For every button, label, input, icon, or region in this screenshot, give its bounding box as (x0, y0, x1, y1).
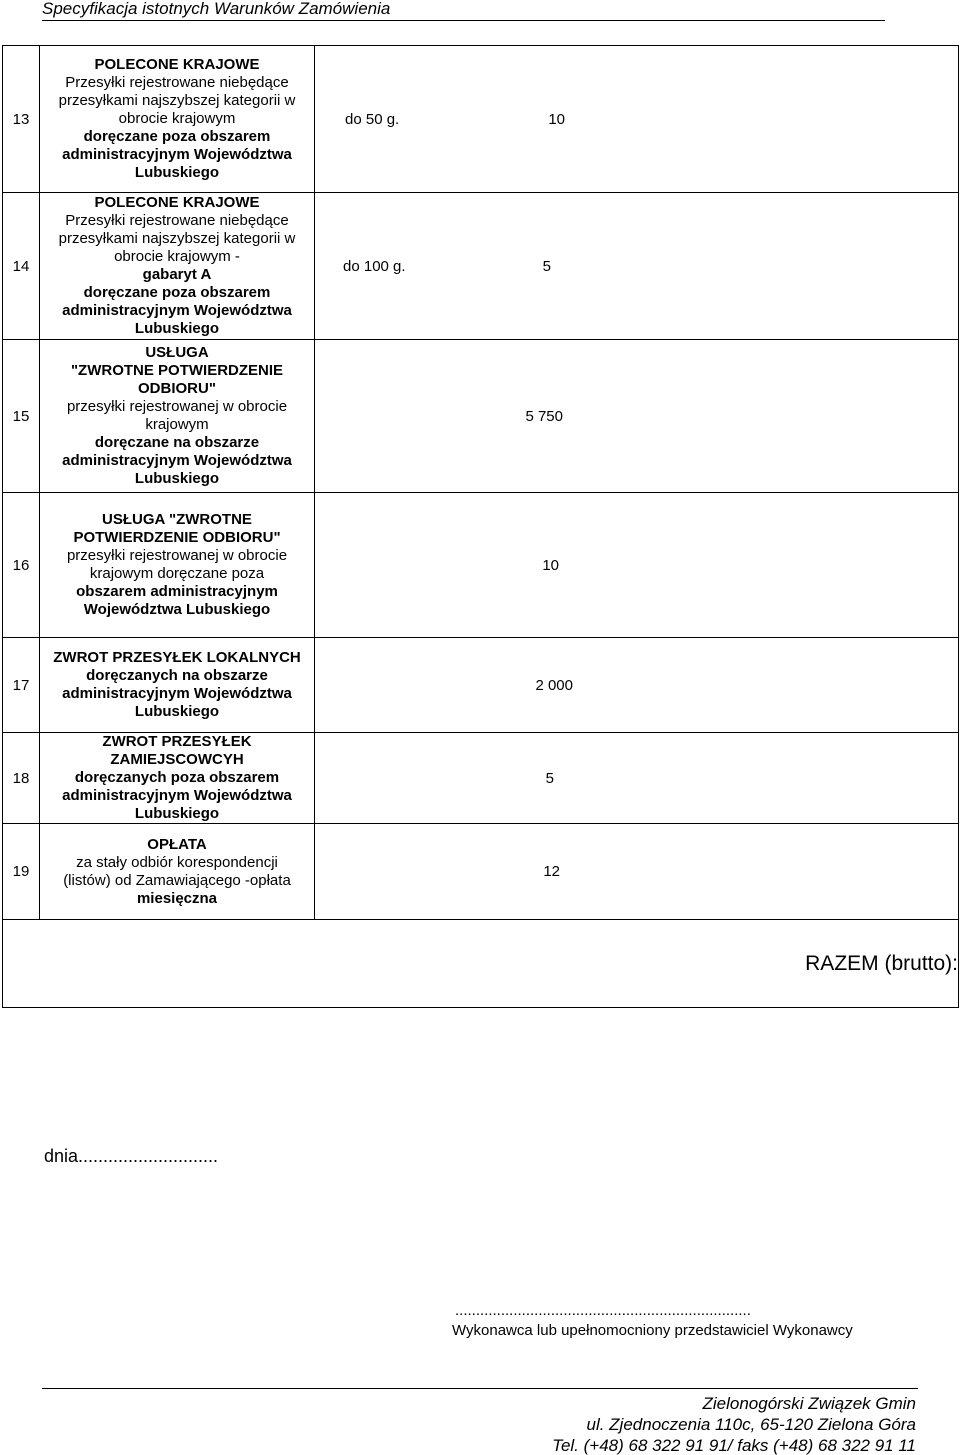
row-number: 19 (3, 824, 40, 920)
description-line: doręczane poza obszarem (83, 128, 271, 145)
quantity-value: 12 (543, 863, 560, 880)
description-line: przesyłkami najszybszej kategorii w (58, 230, 296, 247)
table-row (3, 638, 959, 733)
description-line: ODBIORU" (138, 380, 216, 397)
service-description (40, 824, 315, 920)
row-number: 13 (3, 46, 40, 193)
description-line: ZAMIEJSCOWCYH (110, 751, 244, 768)
description-line: "ZWROTNE POTWIERDZENIE (70, 362, 284, 379)
description-line: ZWROT PRZESYŁEK LOKALNYCH (53, 649, 301, 666)
description-line: doręczanych poza obszarem (74, 769, 280, 786)
service-description (40, 733, 315, 824)
description-line: doręczane poza obszarem (83, 284, 271, 301)
quantity-cell (315, 824, 959, 920)
quantity-value: 10 (548, 110, 565, 128)
description-line: za stały odbiór korespondencji (76, 853, 278, 871)
signature-label: Wykonawca lub upełnomocniony przedstawiciel Wykonawcy (452, 1322, 853, 1339)
table-row (3, 46, 959, 193)
description-line: Przesyłki rejestrowane niebędące (65, 212, 289, 229)
total-row (3, 920, 959, 1008)
description-line: przesyłki rejestrowanej w obrocie (66, 398, 288, 415)
weight-label: do 100 g. (343, 257, 406, 275)
description-line: Województwa Lubuskiego (83, 601, 271, 618)
weight-label: do 50 g. (345, 110, 400, 128)
description-line: obrocie krajowym (118, 110, 236, 127)
page-header-title: Specyfikacja istotnych Warunków Zamówienia (42, 0, 885, 21)
description-line: obrocie krajowym - (114, 248, 240, 265)
footer-phone: Tel. (+48) 68 322 91 91/ faks (+48) 68 322 91 11 (552, 1436, 916, 1455)
description-line: POLECONE KRAJOWE (94, 194, 260, 211)
description-line: Lubuskiego (134, 320, 220, 337)
service-description (40, 493, 315, 638)
description-line: administracyjnym Województwa (62, 452, 292, 469)
description-line: administracyjnym Województwa (62, 302, 292, 319)
quantity-value: 5 (542, 257, 551, 275)
quantity-cell (315, 193, 959, 340)
table-row (3, 824, 959, 920)
quantity-cell (315, 46, 959, 193)
service-description (40, 193, 315, 340)
row-number: 18 (3, 733, 40, 824)
total-label: RAZEM (brutto): (3, 920, 959, 1008)
description-line: Lubuskiego (134, 805, 220, 822)
footer-address: ul. Zjednoczenia 110c, 65-120 Zielona Góra (586, 1415, 916, 1434)
service-description (40, 638, 315, 733)
quantity-cell (315, 733, 959, 824)
table-row (3, 493, 959, 638)
date-field: dnia............................ (44, 1146, 219, 1166)
footer-divider (42, 1388, 918, 1389)
quantity-value: 2 000 (535, 676, 573, 694)
description-line: administracyjnym Województwa (62, 787, 292, 804)
row-number: 17 (3, 638, 40, 733)
description-line: (listów) od Zamawiającego -opłata (63, 871, 291, 889)
description-line: USŁUGA "ZWROTNE (102, 511, 252, 528)
service-description (40, 46, 315, 193)
row-number: 14 (3, 193, 40, 340)
description-line: gabaryt A (142, 266, 212, 283)
table-row (3, 193, 959, 340)
description-line: krajowym doręczane poza (89, 565, 265, 582)
footer-organization: Zielonogórski Związek Gmin (702, 1394, 916, 1413)
description-line: POLECONE KRAJOWE (94, 56, 260, 73)
description-line: administracyjnym Województwa (62, 685, 292, 702)
services-table (2, 45, 959, 1008)
description-line: przesyłkami najszybszej kategorii w (58, 92, 296, 109)
row-number: 16 (3, 493, 40, 638)
description-line: przesyłki rejestrowanej w obrocie (66, 547, 288, 564)
quantity-cell (315, 638, 959, 733)
description-line: miesięczna (136, 889, 218, 907)
table-row (3, 340, 959, 493)
description-line: doręczane na obszarze (94, 434, 260, 451)
quantity-cell (315, 493, 959, 638)
description-line: krajowym (145, 416, 209, 433)
table-row (3, 733, 959, 824)
description-line: OPŁATA (147, 835, 207, 853)
description-line: ZWROT PRZESYŁEK (102, 733, 252, 750)
description-line: POTWIERDZENIE ODBIORU" (73, 529, 281, 546)
description-line: Lubuskiego (134, 470, 220, 487)
quantity-value: 5 (545, 769, 554, 787)
quantity-value: 5 750 (525, 407, 563, 425)
description-line: USŁUGA (145, 344, 209, 361)
description-line: doręczanych na obszarze (86, 667, 268, 684)
description-line: Lubuskiego (134, 164, 220, 181)
quantity-value: 10 (542, 556, 559, 574)
description-line: Lubuskiego (134, 703, 220, 720)
description-line: obszarem administracyjnym (76, 583, 278, 600)
row-number: 15 (3, 340, 40, 493)
service-description (40, 340, 315, 493)
description-line: administracyjnym Województwa (62, 146, 292, 163)
description-line: Przesyłki rejestrowane niebędące (65, 74, 289, 91)
signature-line: ....................................................................... (455, 1302, 751, 1319)
quantity-cell (315, 340, 959, 493)
